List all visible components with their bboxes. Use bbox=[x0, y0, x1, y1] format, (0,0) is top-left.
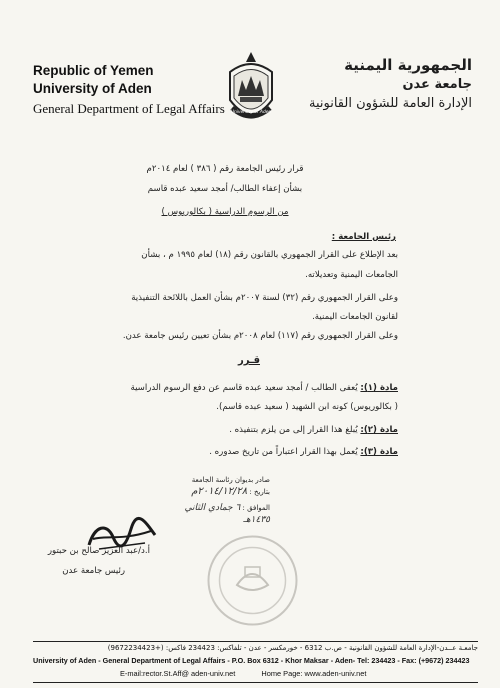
footer-english: University of Aden - General Department of Legal Affairs - P.O. Box 6312 - Khor Maksar - Aden- Tel: 234423 - Fax: (+9672) 234423 bbox=[33, 656, 470, 665]
preamble-1-line-2: الجامعات اليمنية وتعديلاته. bbox=[305, 270, 398, 280]
decision-reference: قرار رئيس الجامعة رقم ( ٣٨٦ ) لعام ٢٠١٤م bbox=[146, 164, 304, 174]
decision-fees-subject: من الرسوم الدراسية ( بكالوريوس ) bbox=[161, 207, 289, 217]
footer-rule-bottom bbox=[33, 682, 478, 683]
letterhead-english bbox=[33, 62, 225, 118]
signatory-title: رئيس جامعة عدن bbox=[62, 566, 125, 576]
department-name-ar: الإدارة العامة للشؤون القانونية bbox=[308, 96, 472, 111]
hijri-date-label: الموافق : bbox=[242, 504, 270, 512]
footer-arabic: جامعـة عــدن-الإدارة العامة للشؤون القانونية - ص.ب 6312 - خورمكسر - عدن - تلفاكس: 234423 فاكس: (+9672234423) bbox=[107, 644, 478, 652]
issue-date-value: ٢٠١٤/١٢/٢٨م bbox=[191, 486, 248, 497]
signatory-name: أ.د/عبد العزيز صالح بن حبتور bbox=[47, 546, 150, 556]
preamble-2-line-2: لقانون الجامعات اليمنية. bbox=[312, 312, 398, 322]
hijri-date-row bbox=[160, 502, 270, 526]
department-name-en: General Department of Legal Affairs bbox=[33, 101, 225, 116]
article-1 bbox=[68, 382, 398, 394]
preamble-2-line-1: وعلى القرار الجمهوري رقم (٣٢) لسنة ٢٠٠٧م بشأن العمل باللائحة التنفيذية bbox=[131, 293, 398, 303]
preamble-1-line-1: بعد الإطلاع على القرار الجمهوري بالقانون رقم (١٨) لعام ١٩٩٥ م ، بشأن bbox=[141, 250, 398, 260]
article-1-label: مادة (١): bbox=[360, 383, 398, 393]
footer-rule-top bbox=[33, 641, 478, 642]
country-name-ar: الجمهورية اليمنية bbox=[344, 56, 472, 74]
university-emblem-logo bbox=[222, 50, 280, 128]
emblem-caption: University of Aden bbox=[230, 110, 272, 115]
footer-contacts bbox=[120, 669, 440, 678]
preamble-3: وعلى القرار الجمهوري رقم (١١٧) لعام ٢٠٠٨م بشأن تعيين رئيس جامعة عدن. bbox=[122, 331, 398, 341]
decision-subject: بشأن إعفاء الطالب/ أمجد سعيد عبده قاسم bbox=[147, 184, 303, 194]
decides-heading: قـرر bbox=[238, 355, 260, 366]
university-name-en: University of Aden bbox=[33, 81, 152, 96]
university-name-ar: جامعة عدن bbox=[402, 77, 472, 92]
country-name-en: Republic of Yemen bbox=[33, 63, 154, 78]
article-3-text: يُعمل بهذا القرار اعتباراً من تاريخ صدوره . bbox=[209, 447, 358, 457]
hijri-date-value: ٦ جمادي الثاني ١٤٣٥هـ bbox=[184, 503, 270, 525]
article-1-text: يُعفى الطالب / أمجد سعيد عبده قاسم عن دفع الرسوم الدراسية bbox=[130, 383, 358, 393]
article-3 bbox=[68, 446, 398, 458]
issue-date-label: بتاريخ : bbox=[249, 488, 270, 496]
letterhead-arabic bbox=[309, 54, 472, 113]
issued-at: صادر بديوان رئاسة الجامعة bbox=[191, 476, 270, 484]
footer-homepage: Home Page: www.aden-univ.net bbox=[261, 669, 367, 678]
issue-date-row bbox=[170, 486, 270, 498]
footer-email: E-mail:rector.St.Aff@ aden-univ.net bbox=[120, 669, 236, 678]
article-2 bbox=[68, 424, 398, 436]
article-1-continuation: ( بكالوريوس) كونه ابن الشهيد ( سعيد عبده قاسم). bbox=[216, 402, 398, 412]
official-stamp bbox=[205, 533, 300, 628]
article-3-label: مادة (٣): bbox=[360, 447, 398, 457]
article-2-label: مادة (٢): bbox=[360, 425, 398, 435]
president-heading: رئيس الجامعة : bbox=[331, 232, 396, 242]
article-2-text: يُبلغ هذا القرار إلى من يلزم بتنفيذه . bbox=[229, 425, 358, 435]
